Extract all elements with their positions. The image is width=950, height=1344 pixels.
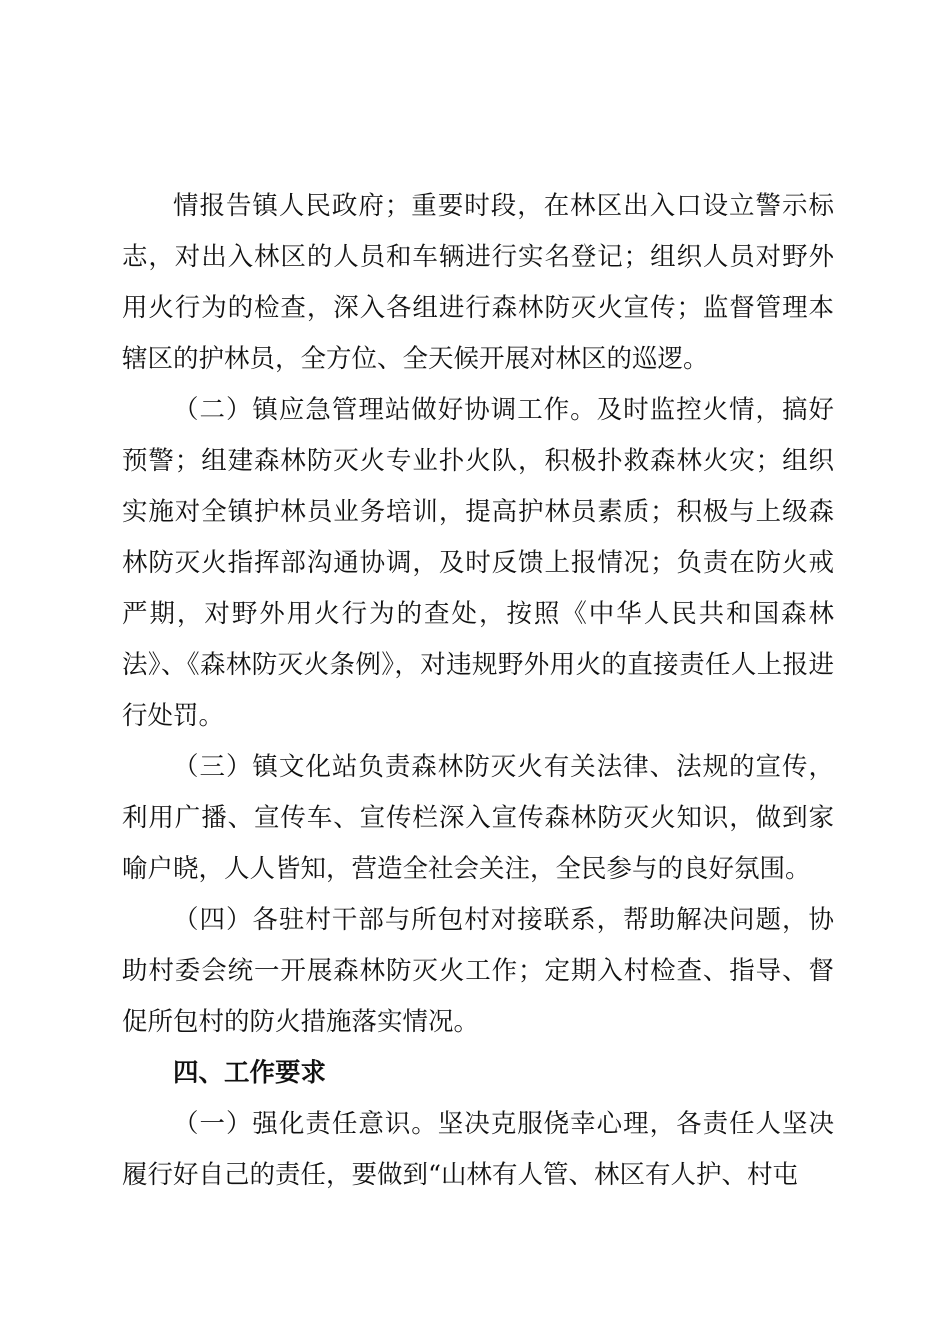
section-heading-work-requirements: 四、工作要求 [173,1058,327,1088]
document-body [122,181,834,1201]
paragraph-emergency-station: （二）镇应急管理站做好协调工作。及时监控火情，搞好预警；组建森林防灭火专业扑火队，积极扑救森林火灾；组织实施对全镇护林员业务培训，提高护林员素质；积极与上级森林防灭火指挥部沟通协调，及时反馈上报情况；负责在防火戒严期，对野外用火行为的查处，按照《中华人民共和国森林法》、《森林防灭火条例》，对违规野外用火的直接责任人上报进行处罚。 [122,395,834,731]
paragraph-village-cadres: （四）各驻村干部与所包村对接联系，帮助解决问题，协助村委会统一开展森林防灭火工作；定期入村检查、指导、督促所包村的防火措施落实情况。 [122,905,834,1037]
paragraph-culture-station: （三）镇文化站负责森林防灭火有关法律、法规的宣传，利用广播、宣传车、宣传栏深入宣传森林防灭火知识，做到家喻户晓，人人皆知，营造全社会关注，全民参与的良好氛围。 [122,752,834,884]
paragraph-responsibility: （一）强化责任意识。坚决克服侥幸心理，各责任人坚决履行好自己的责任，要做到“山林有人管、林区有人护、村屯 [122,1109,834,1190]
paragraph-duty-continuation: 情报告镇人民政府；重要时段，在林区出入口设立警示标志，对出入林区的人员和车辆进行实名登记；组织人员对野外用火行为的检查，深入各组进行森林防灭火宣传；监督管理本辖区的护林员，全方位、全天候开展对林区的巡逻。 [122,191,834,374]
